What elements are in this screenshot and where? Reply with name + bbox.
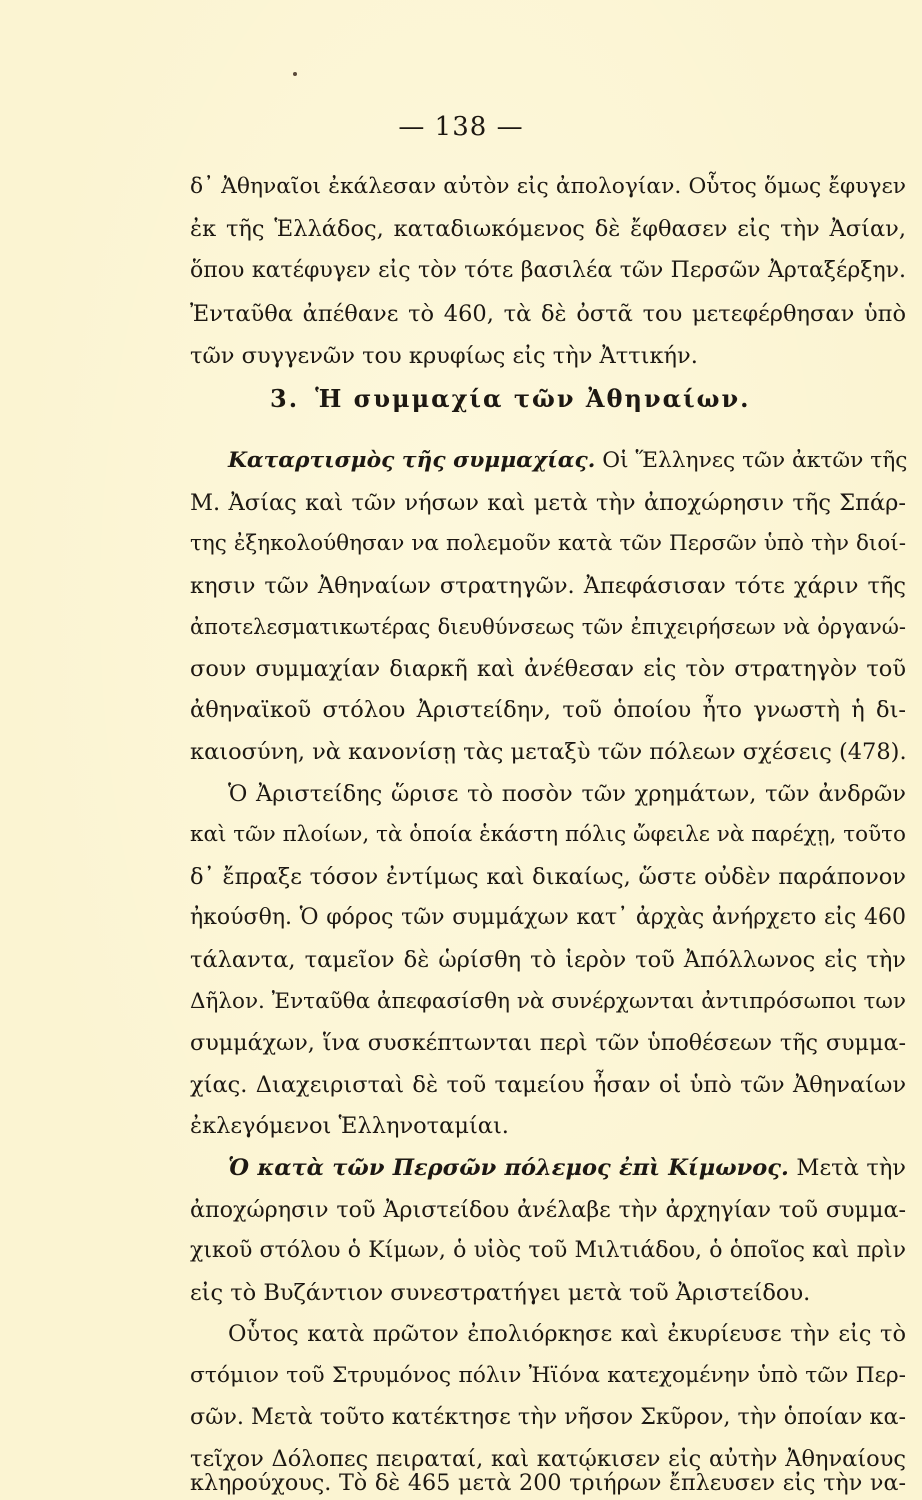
text-line: Δῆλον. Ἐνταῦθα ἀπεφασίσθη νὰ συνέρχωνται ἀντιπρόσωποι των bbox=[190, 989, 906, 1014]
text-line: κληρούχους. Τὸ δὲ 465 μετὰ 200 τριήρων ἔπλευσεν εἰς τὴν να- bbox=[190, 1470, 906, 1496]
text-line: ὅπου κατέφυγεν εἰς τὸν τότε βασιλέα τῶν Περσῶν Ἀρταξέρξην. bbox=[190, 258, 906, 283]
text-line: καιοσύνη, νὰ κανονίσῃ τὰς μεταξὺ τῶν πόλεων σχέσεις (478). bbox=[190, 739, 907, 765]
text-line: χίας. Διαχειρισταὶ δὲ τοῦ ταμείου ἦσαν οἱ ὑπὸ τῶν Ἀθηναίων bbox=[190, 1072, 906, 1098]
ink-speck bbox=[293, 72, 297, 76]
text-span: Μετὰ τὴν bbox=[796, 1155, 906, 1181]
text-line: ἀθηναϊκοῦ στόλου Ἀριστείδην, τοῦ ὁποίου ἦτο γνωστὴ ἡ δι- bbox=[190, 697, 906, 723]
text-line: ἀποχώρησιν τοῦ Ἀριστείδου ἀνέλαβε τὴν ἀρχηγίαν τοῦ συμμα- bbox=[190, 1197, 906, 1223]
text-line: τάλαντα, ταμεῖον δὲ ὡρίσθη τὸ ἱερὸν τοῦ Ἀπόλλωνος εἰς τὴν bbox=[190, 947, 906, 973]
paragraph-lead: Καταρτισμὸς τῆς συμμαχίας. bbox=[228, 448, 596, 473]
text-line: δ᾽ ἔπραξε τόσον ἐντίμως καὶ δικαίως, ὥστε οὐδὲν παράπονον bbox=[190, 864, 906, 890]
text-line: δ᾽ Ἀθηναῖοι ἐκάλεσαν αὐτὸν εἰς ἀπολογίαν. Οὗτος ὅμως ἔφυγεν bbox=[190, 174, 906, 199]
text-line: ἠκούσθη. Ὁ φόρος τῶν συμμάχων κατ᾽ ἀρχὰς ἀνήρχετο εἰς 460 bbox=[190, 905, 906, 930]
section-heading bbox=[270, 384, 751, 413]
text-line: ἐκ τῆς Ἑλλάδος, καταδιωκόμενος δὲ ἔφθασεν εἰς τὴν Ἀσίαν, bbox=[190, 216, 906, 242]
text-line: ἀποτελεσματικωτέρας διευθύνσεως τῶν ἐπιχειρήσεων νὰ ὀργανώ- bbox=[190, 615, 906, 639]
text-line: Οὗτος κατὰ πρῶτον ἐπολιόρκησε καὶ ἐκυρίευσε τὴν εἰς τὸ bbox=[228, 1321, 906, 1347]
text-line: σῶν. Μετὰ τοῦτο κατέκτησε τὴν νῆσον Σκῦρον, τὴν ὁποίαν κα- bbox=[190, 1404, 906, 1430]
text-line: τῶν συγγενῶν του κρυφίως εἰς τὴν Ἀττικήν. bbox=[190, 343, 698, 369]
paragraph-lead: Ὁ κατὰ τῶν Περσῶν πόλεμος ἐπὶ Κίμωνος. bbox=[228, 1155, 789, 1181]
text-line: Ὁ Ἀριστείδης ὥρισε τὸ ποσὸν τῶν χρημάτων, τῶν ἀνδρῶν bbox=[228, 781, 906, 807]
text-line: χικοῦ στόλου ὁ Κίμων, ὁ υἱὸς τοῦ Μιλτιάδου, ὁ ὁποῖος καὶ πρὶν bbox=[190, 1238, 906, 1263]
section-title: Ἡ συμμαχία τῶν Ἀθηναίων. bbox=[315, 384, 751, 413]
text-line: ἐκλεγόμενοι Ἑλληνοταμίαι. bbox=[190, 1113, 509, 1139]
text-span: Οἱ Ἕλληνες τῶν ἀκτῶν τῆς bbox=[602, 448, 908, 473]
text-line: Ἐνταῦθα ἀπέθανε τὸ 460, τὰ δὲ ὀστᾶ του μετεφέρθησαν ὑπὸ bbox=[190, 301, 906, 327]
text-line: στόμιον τοῦ Στρυμόνος πόλιν Ἠϊόνα κατεχομένην ὑπὸ τῶν Περ- bbox=[190, 1363, 906, 1388]
text-line: συμμάχων, ἵνα συσκέπτωνται περὶ τῶν ὑποθέσεων τῆς συμμα- bbox=[190, 1030, 906, 1056]
text-line: καὶ τῶν πλοίων, τὰ ὁποία ἑκάστη πόλις ὤφειλε νὰ παρέχῃ, τοῦτο bbox=[190, 822, 906, 847]
text-line: της ἐξηκολούθησαν να πολεμοῦν κατὰ τῶν Περσῶν ὑπὸ τὴν διοί- bbox=[190, 531, 906, 556]
text-line: εἰς τὸ Βυζάντιον συνεστρατήγει μετὰ τοῦ Ἀριστείδου. bbox=[190, 1280, 811, 1306]
section-number: 3. bbox=[270, 384, 300, 413]
text-line: Μ. Ἀσίας καὶ τῶν νήσων καὶ μετὰ τὴν ἀποχώρησιν τῆς Σπάρ- bbox=[190, 490, 906, 516]
text-line: τεῖχον Δόλοπες πειραταί, καὶ κατῴκισεν εἰς αὐτὴν Ἀθηναίους bbox=[190, 1446, 906, 1472]
page-number: — 138 — bbox=[398, 112, 524, 142]
text-line bbox=[228, 1153, 906, 1183]
text-line: σουν συμμαχίαν διαρκῆ καὶ ἀνέθεσαν εἰς τὸν στρατηγὸν τοῦ bbox=[190, 656, 906, 682]
text-line bbox=[228, 446, 906, 476]
text-line: κησιν τῶν Ἀθηναίων στρατηγῶν. Ἀπεφάσισαν τότε χάριν τῆς bbox=[190, 573, 906, 599]
